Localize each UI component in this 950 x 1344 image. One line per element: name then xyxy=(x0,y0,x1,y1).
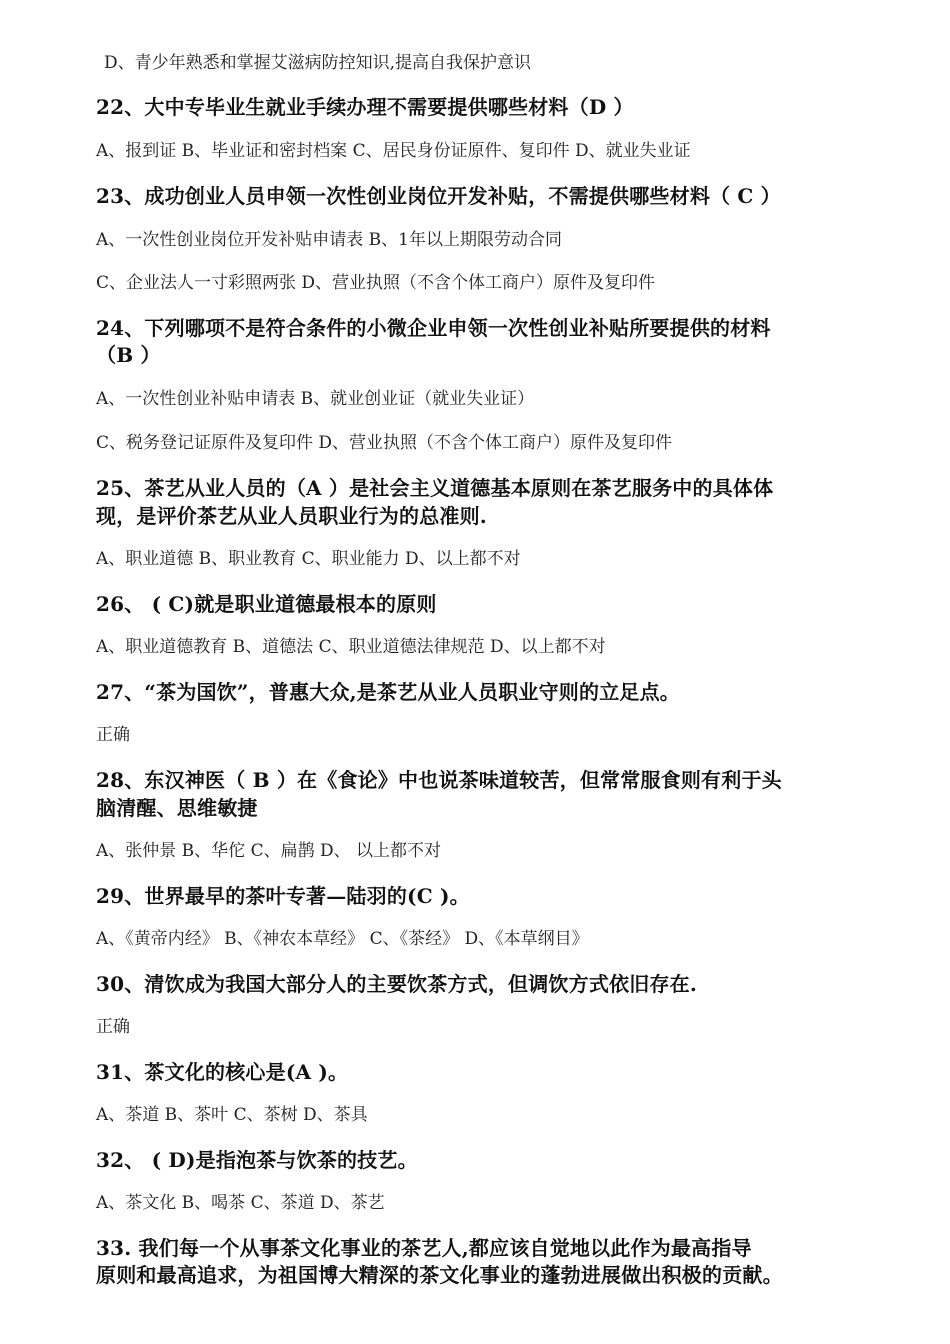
question-28-line1: 28、东汉神医（ B ）在《食论》中也说茶味道较苦，但常常服食则有利于头 xyxy=(96,768,782,792)
options-22: A、报到证 B、毕业证和密封档案 C、居民身份证原件、复印件 D、就业失业证 xyxy=(96,141,691,161)
question-30: 30、清饮成为我国大部分人的主要饮茶方式，但调饮方式依旧存在. xyxy=(96,972,697,996)
question-26: 26、 ( C)就是职业道德最根本的原则 xyxy=(96,592,437,616)
question-25-line1: 25、茶艺从业人员的（A ）是社会主义道德基本原则在茶艺服务中的具体体 xyxy=(96,476,774,500)
question-24-line1: 24、下列哪项不是符合条件的小微企业申领一次性创业补贴所要提供的材料 xyxy=(96,316,771,340)
options-29: A、《黄帝内经》 B、《神农本草经》 C、《茶经》 D、《本草纲目》 xyxy=(96,929,589,949)
question-28-line2: 脑清醒、思维敏捷 xyxy=(96,796,258,820)
question-29: 29、世界最早的茶叶专著—陆羽的(C )。 xyxy=(96,884,470,908)
options-28: A、张仲景 B、华佗 C、扁鹊 D、 以上都不对 xyxy=(96,841,442,861)
question-31: 31、茶文化的核心是(A )。 xyxy=(96,1060,349,1084)
option-line-21d: D、青少年熟悉和掌握艾滋病防控知识,提高自我保护意识 xyxy=(104,53,532,73)
options-24-cd: C、税务登记证原件及复印件 D、营业执照（不含个体工商户）原件及复印件 xyxy=(96,433,673,453)
options-24-ab: A、一次性创业补贴申请表 B、就业创业证（就业失业证） xyxy=(96,389,535,409)
question-27: 27、“茶为国饮”，普惠大众,是茶艺从业人员职业守则的立足点。 xyxy=(96,680,681,704)
question-32: 32、 ( D)是指泡茶与饮茶的技艺。 xyxy=(96,1148,418,1172)
options-25: A、职业道德 B、职业教育 C、职业能力 D、以上都不对 xyxy=(96,549,521,569)
answer-30: 正确 xyxy=(96,1017,130,1037)
answer-27: 正确 xyxy=(96,725,130,745)
question-24-line2: （B ） xyxy=(96,343,161,367)
question-33-line2: 原则和最高追求，为祖国博大精深的茶文化事业的蓬勃进展做出积极的贡献。 xyxy=(96,1263,783,1287)
options-23-ab: A、一次性创业岗位开发补贴申请表 B、1年以上期限劳动合同 xyxy=(96,230,562,250)
options-31: A、茶道 B、茶叶 C、茶树 D、茶具 xyxy=(96,1105,368,1125)
question-22: 22、大中专毕业生就业手续办理不需要提供哪些材料（D ） xyxy=(96,95,634,119)
question-33-line1: 33. 我们每一个从事茶文化事业的茶艺人,都应该自觉地以此作为最高指导 xyxy=(96,1236,752,1260)
question-25-line2: 现，是评价茶艺从业人员职业行为的总准则. xyxy=(96,504,487,528)
options-32: A、茶文化 B、喝茶 C、茶道 D、茶艺 xyxy=(96,1193,385,1213)
options-23-cd: C、企业法人一寸彩照两张 D、营业执照（不含个体工商户）原件及复印件 xyxy=(96,273,656,293)
question-23: 23、成功创业人员申领一次性创业岗位开发补贴，不需提供哪些材料（ C ） xyxy=(96,184,781,208)
options-26: A、职业道德教育 B、道德法 C、职业道德法律规范 D、以上都不对 xyxy=(96,637,606,657)
